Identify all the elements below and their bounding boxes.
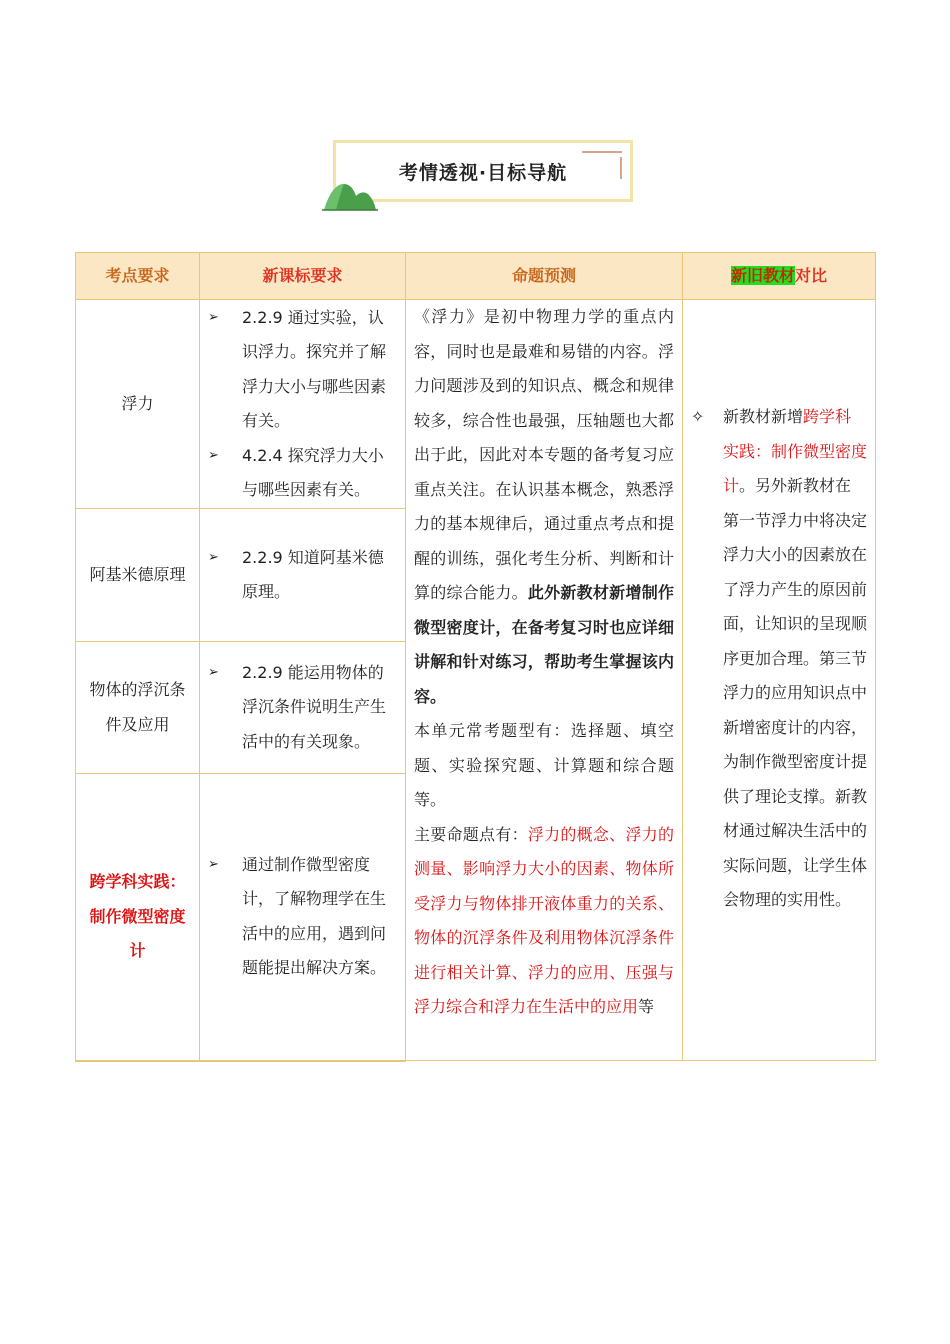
main-topics-label: 主要命题点有：: [414, 824, 528, 844]
requirements-cell: [200, 774, 406, 1061]
comparison-text: [723, 400, 867, 918]
list-item: [691, 400, 867, 918]
requirement-text: 通过制作微型密度计，了解物理学在生活中的应用，遇到问题能提出解决方案。: [242, 854, 387, 978]
comparison-prefix: 新教材新增: [723, 407, 804, 426]
arrow-bullet-icon: ➢: [208, 856, 219, 872]
header-exam-points: 考点要求: [76, 253, 200, 300]
list-item: [208, 541, 397, 610]
main-topics-red-text: 浮力的概念、浮力的测量、影响浮力大小的因素、物体所受浮力与物体排开液体重力的关系、物体的沉浮条件及利用物体沉浮条件进行相关计算、浮力的应用、压强与浮力综合和浮力在生活中的应用: [414, 824, 674, 1016]
requirement-text: 4.2.4 探究浮力大小与哪些因素有关。: [242, 445, 384, 499]
main-topics-suffix: 等: [638, 997, 655, 1016]
prediction-paragraph: [414, 300, 674, 714]
arrow-bullet-icon: ➢: [208, 664, 219, 680]
arrow-bullet-icon: ➢: [208, 549, 219, 565]
requirements-cell: [200, 300, 406, 509]
comparison-rest: 。另外新教材在第一节浮力中将决定浮力大小的因素放在了浮力产生的原因前面，让知识的呈现顺序更加合理。第三节浮力的应用知识点中新增密度计的内容，为制作微型密度计提供了理论支撑。新教材通过解决生活中的实际问题，让学生体会物理的实用性。: [723, 476, 868, 909]
header-prediction: 命题预测: [406, 253, 683, 300]
comparison-red-text: 跨学科实践：制作微型密度计: [723, 407, 868, 495]
main-topics: [414, 818, 674, 1025]
requirements-cell: [200, 642, 406, 774]
list-item: [208, 301, 397, 439]
requirement-text: 2.2.9 通过实验，认识浮力。探究并了解浮力大小与哪些因素有关。: [242, 307, 387, 430]
header-textbook-comparison: [683, 253, 876, 300]
comparison-cell: [683, 300, 876, 1061]
header-highlight: 新旧教材: [730, 265, 795, 285]
topic-cell: 物体的浮沉条件及应用: [76, 642, 200, 774]
arrow-bullet-icon: ➢: [208, 447, 219, 463]
list-item: [208, 848, 397, 986]
mountain-icon: [322, 178, 378, 212]
prediction-text: 《浮力》是初中物理力学的重点内容，同时也是最难和易错的内容。浮力问题涉及到的知识点、概念和规律较多，综合性也最强，压轴题也大都出于此，因此对本专题的备考复习应重点关注。在认识基本概念，熟悉浮力的基本规律后，通过重点考点和提醒的训练，强化考生分析、判断和计算的综合能力。: [414, 307, 674, 602]
prediction-bold-text: 此外新教材新增制作微型密度计，在备考复习时也应详细讲解和针对练习，帮助考生掌握该内容。: [414, 583, 674, 706]
prediction-cell: [406, 300, 683, 1061]
diamond-bullet-icon: ✧: [691, 407, 705, 426]
table-row: [76, 300, 876, 509]
exam-overview-table: [75, 252, 876, 1062]
header-comparison-suffix: 对比: [795, 265, 828, 285]
topic-cell: 跨学科实践：制作微型密度计: [76, 774, 200, 1061]
header-curriculum-requirements: 新课标要求: [200, 253, 406, 300]
list-item: [208, 656, 397, 760]
requirement-text: 2.2.9 能运用物体的浮沉条件说明生产生活中的有关现象。: [242, 662, 387, 751]
requirement-text: 2.2.9 知道阿基米德原理。: [242, 547, 384, 601]
arrow-bullet-icon: ➢: [208, 309, 219, 325]
requirements-cell: [200, 509, 406, 642]
banner-decoration-line: [582, 151, 622, 153]
list-item: [208, 439, 397, 508]
topic-cell: 阿基米德原理: [76, 509, 200, 642]
page-title: 考情透视·目标导航: [398, 162, 568, 184]
question-types: 本单元常考题型有：选择题、填空题、实验探究题、计算题和综合题等。: [414, 721, 674, 809]
topic-cell: 浮力: [76, 300, 200, 509]
table-header-row: [76, 253, 876, 300]
title-banner: [333, 140, 633, 202]
banner-decoration-line-vertical: [620, 157, 622, 179]
